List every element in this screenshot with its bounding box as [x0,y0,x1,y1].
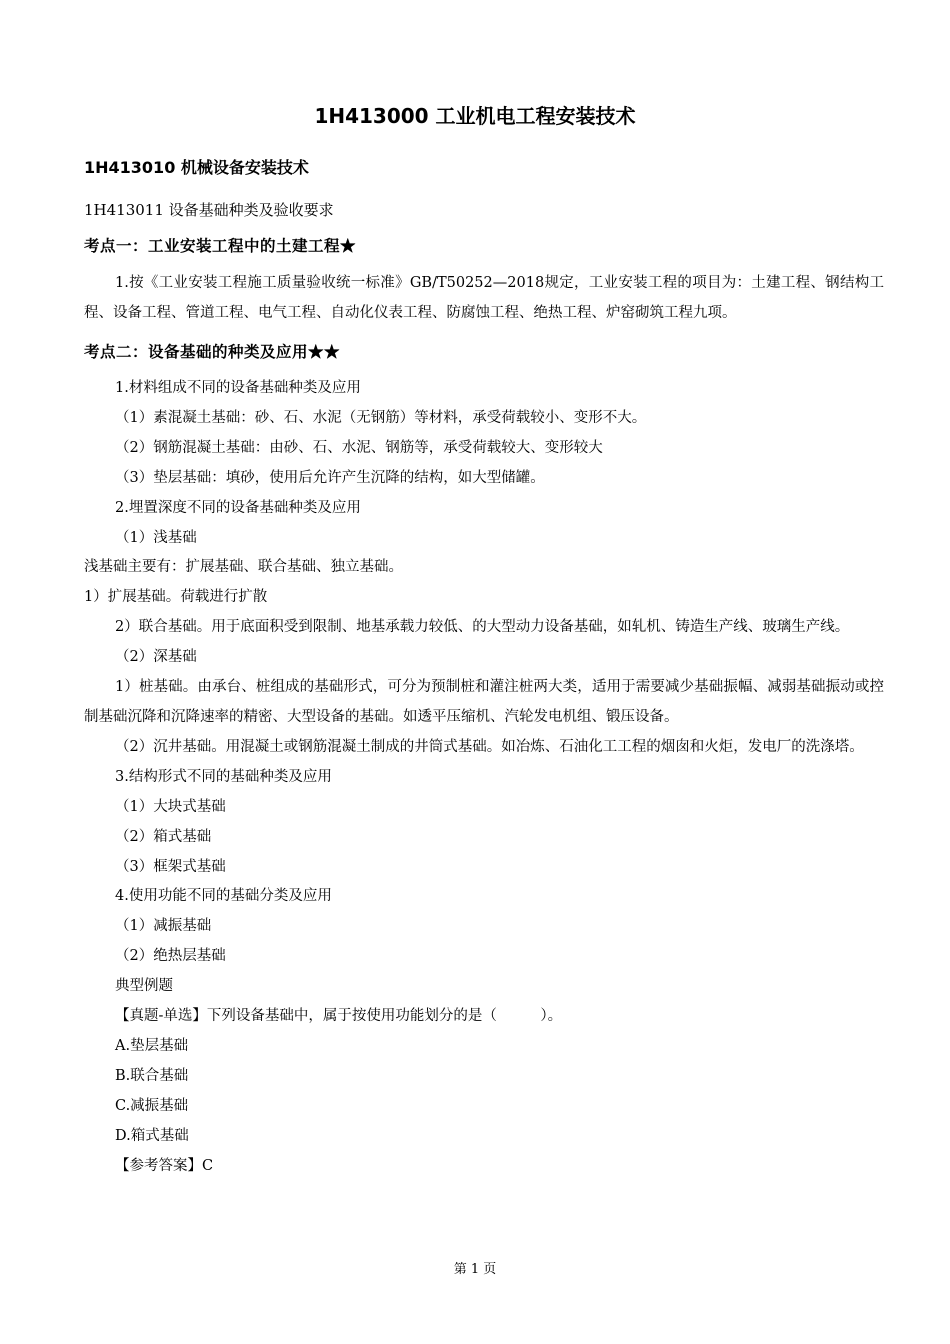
paragraph: （2）沉井基础。用混凝土或钢筋混凝土制成的井筒式基础。如冶炼、石油化工工程的烟囱和火炬，发电厂的洗涤塔。 [115,738,864,755]
subsection-heading: 1H413011 设备基础种类及验收要求 [84,201,334,219]
option-a: A.垫层基础 [115,1037,189,1054]
paragraph: （2）钢筋混凝土基础：由砂、石、水泥、钢筋等，承受荷载较大、变形较大 [115,439,603,456]
document-title: 1H413000 工业机电工程安装技术 [314,104,636,128]
paragraph: （1）素混凝土基础：砂、石、水泥（无钢筋）等材料，承受荷载较小、变形不大。 [115,409,647,426]
paragraph: 1）扩展基础。荷载进行扩散 [84,589,268,606]
paragraph: 4.使用功能不同的基础分类及应用 [115,888,332,905]
reference-answer: 【参考答案】C [115,1157,214,1174]
paragraph: （1）减振基础 [115,918,212,935]
kaodian-1-heading: 考点一：工业安装工程中的土建工程★ [84,236,357,255]
kaodian-2-heading: 考点二：设备基础的种类及应用★★ [84,342,341,361]
paragraph: 1.按《工业安装工程施工质量验收统一标准》GB/T50252—2018规定，工业安装工程的项目为：土建工程、钢结构工程、设备工程、管道工程、电气工程、自动化仪表工程、防腐蚀工程、绝热工程、炉窑砌筑工程九项。 [84,275,884,321]
option-c: C.减振基础 [115,1097,189,1114]
paragraph: （3）框架式基础 [115,858,226,875]
paragraph: 1.材料组成不同的设备基础种类及应用 [115,380,361,396]
option-b: B.联合基础 [115,1067,189,1084]
kaodian-2-body [84,374,884,1181]
paragraph: （2）绝热层基础 [115,948,226,965]
paragraph: 3.结构形式不同的基础种类及应用 [115,768,332,785]
paragraph: （2）深基础 [115,649,197,666]
paragraph: （1）浅基础 [115,529,197,546]
page-number: 第 1 页 [453,1262,497,1277]
option-d: D.箱式基础 [115,1127,189,1144]
paragraph: （3）垫层基础：填砂，使用后允许产生沉降的结构，如大型储罐。 [115,469,545,486]
paragraph: 浅基础主要有：扩展基础、联合基础、独立基础。 [84,559,403,576]
paragraph: 2.埋置深度不同的设备基础种类及应用 [115,499,361,516]
paragraph: 2）联合基础。用于底面积受到限制、地基承载力较低、的大型动力设备基础，如轧机、铸造生产线、玻璃生产线。 [115,619,850,636]
kaodian-1-body [84,269,884,329]
paragraph: 典型例题 [115,978,173,995]
question: 【真题-单选】下列设备基础中，属于按使用功能划分的是（ ）。 [115,1008,563,1025]
paragraph: 1）桩基础。由承台、桩组成的基础形式，可分为预制桩和灌注桩两大类，适用于需要减少基础振幅、减弱基础振动或控制基础沉降和沉降速率的精密、大型设备的基础。如透平压缩机、汽轮发电机组、锻压设备。 [84,679,884,725]
paragraph: （2）箱式基础 [115,828,212,845]
paragraph: （1）大块式基础 [115,798,226,815]
section-heading: 1H413010 机械设备安装技术 [84,158,309,177]
